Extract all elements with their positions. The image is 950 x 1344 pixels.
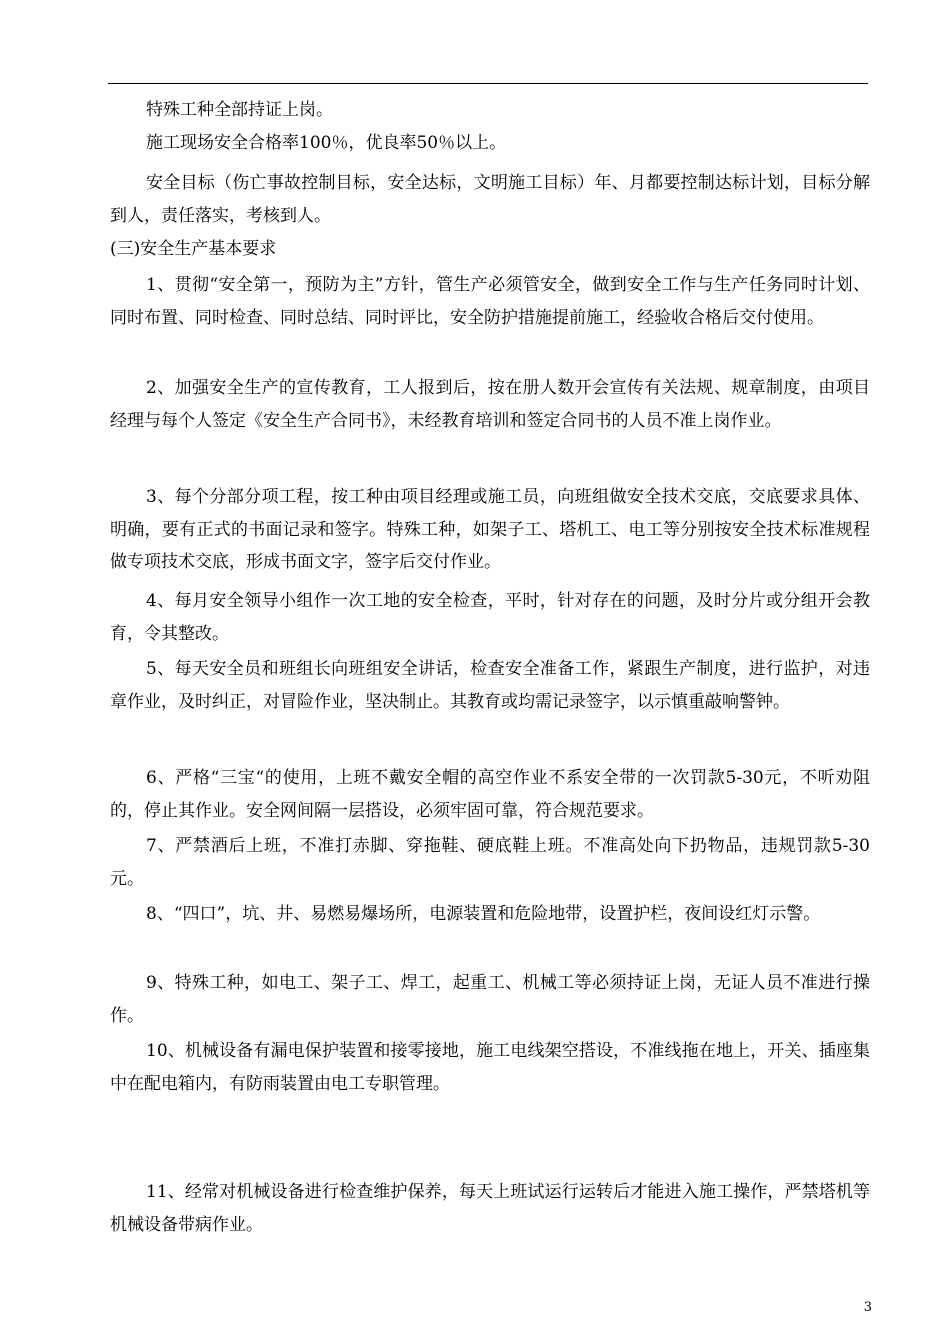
paragraph-item-10: 10、机械设备有漏电保护装置和接零接地，施工电线架空搭设，不准线拖在地上，开关、插座集中在配电箱内，有防雨装置由电工专职管理。 — [110, 1041, 870, 1094]
paragraph-item-7: 7、严禁酒后上班，不准打赤脚、穿拖鞋、硬底鞋上班。不准高处向下扔物品，违规罚款5-30元。 — [110, 836, 870, 889]
paragraph-pass-rate: 施工现场安全合格率100％，优良率50％以上。 — [146, 133, 507, 153]
paragraph-special-workers: 特殊工种全部持证上岗。 — [146, 100, 333, 120]
paragraph-item-4: 4、每月安全领导小组作一次工地的安全检查，平时，针对存在的问题，及时分片或分组开会教育，令其整改。 — [110, 591, 870, 644]
paragraph-item-5: 5、每天安全员和班组长向班组安全讲话，检查安全准备工作，紧跟生产制度，进行监护，对违章作业，及时纠正，对冒险作业，坚决制止。其教育或均需记录签字，以示慎重敲响警钟。 — [110, 659, 870, 712]
paragraph-item-9: 9、特殊工种，如电工、架子工、焊工，起重工、机械工等必须持证上岗，无证人员不准进行操作。 — [110, 973, 870, 1026]
paragraph-item-2: 2、加强安全生产的宣传教育，工人报到后，按在册人数开会宣传有关法规、规章制度，由项目经理与每个人签定《安全生产合同书》，未经教育培训和签定合同书的人员不准上岗作业。 — [110, 378, 870, 431]
paragraph-safety-target: 安全目标（伤亡事故控制目标，安全达标，文明施工目标）年、月都要控制达标计划，目标分解到人，责任落实，考核到人。 — [110, 173, 870, 226]
header-rule — [108, 83, 868, 84]
page-number: 3 — [863, 1300, 872, 1315]
paragraph-item-1: 1、贯彻“安全第一，预防为主”方针，管生产必须管安全，做到安全工作与生产任务同时计划、同时布置、同时检查、同时总结、同时评比，安全防护措施提前施工，经验收合格后交付使用。 — [110, 275, 870, 328]
paragraph-item-8: 8、“四口”，坑、井、易燃易爆场所，电源装置和危险地带，设置护栏，夜间设红灯示警。 — [146, 904, 821, 924]
paragraph-item-3: 3、每个分部分项工程，按工种由项目经理或施工员，向班组做安全技术交底，交底要求具体、明确，要有正式的书面记录和签字。特殊工种，如架子工、塔机工、电工等分别按安全技术标准规程做专项技术交底，形成书面文字，签字后交付作业。 — [110, 487, 870, 572]
paragraph-item-11: 11、经常对机械设备进行检查维护保养，每天上班试运行运转后才能进入施工操作，严禁塔机等机械设备带病作业。 — [110, 1182, 870, 1235]
paragraph-item-6: 6、严格“三宝“的使用，上班不戴安全帽的高空作业不系安全带的一次罚款5-30元，不听劝阻的，停止其作业。安全网间隔一层搭设，必须牢固可靠，符合规范要求。 — [110, 768, 870, 821]
section-heading: (三)安全生产基本要求 — [110, 239, 277, 259]
